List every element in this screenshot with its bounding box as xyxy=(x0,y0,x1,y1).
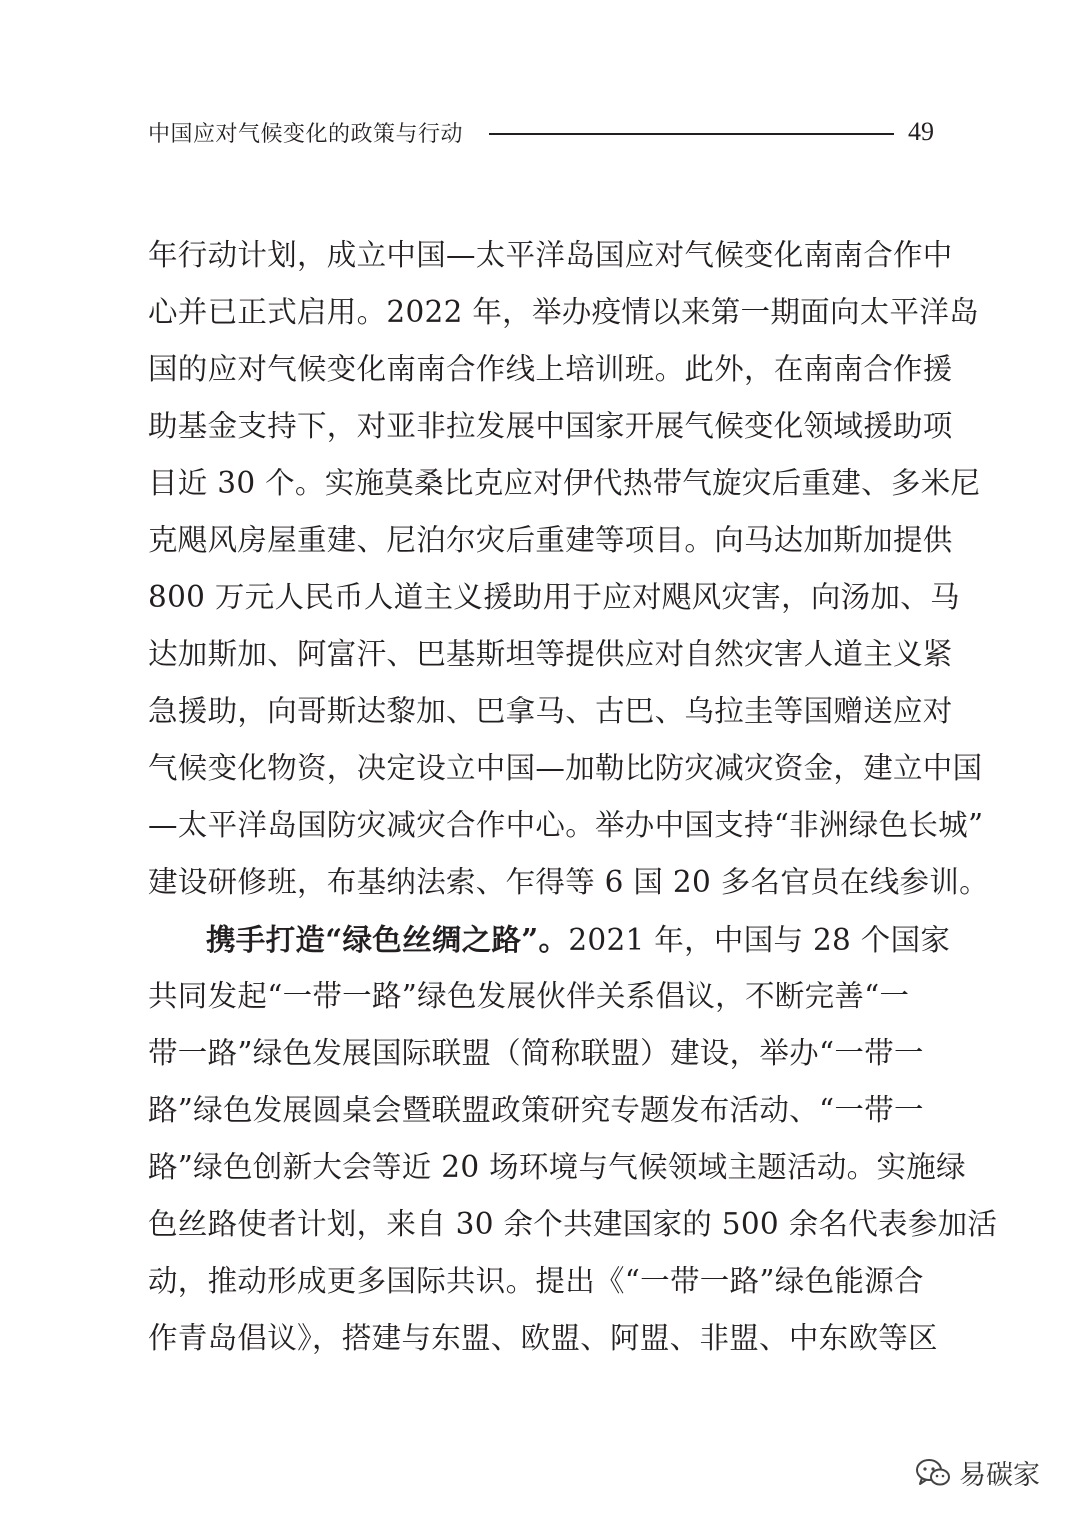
header-rule xyxy=(489,133,894,135)
text-line: 克飓风房屋重建、尼泊尔灾后重建等项目。向马达加斯加提供 xyxy=(148,523,953,557)
wechat-icon xyxy=(915,1458,951,1488)
watermark xyxy=(915,1453,1040,1492)
text-line: 带一路”绿色发展国际联盟（简称联盟）建设，举办“一带一 xyxy=(148,1036,924,1070)
text-line: 路”绿色发展圆桌会暨联盟政策研究专题发布活动、“一带一 xyxy=(148,1093,924,1127)
text-line: 气候变化物资，决定设立中国—加勒比防灾减灾资金，建立中国 xyxy=(148,751,983,785)
running-header xyxy=(148,112,934,152)
paragraph xyxy=(148,227,989,911)
text-line: 心并已正式启用。2022 年，举办疫情以来第一期面向太平洋岛 xyxy=(148,295,979,329)
text-line: 色丝路使者计划，来自 30 余个共建国家的 500 余名代表参加活 xyxy=(148,1207,998,1241)
page-number: 49 xyxy=(908,117,934,146)
text-line: 路”绿色创新大会等近 20 场环境与气候领域主题活动。实施绿 xyxy=(148,1150,966,1184)
text-line: 作青岛倡议》，搭建与东盟、欧盟、阿盟、非盟、中东欧等区 xyxy=(148,1321,938,1355)
text-line: 目近 30 个。实施莫桑比克应对伊代热带气旋灾后重建、多米尼 xyxy=(148,466,981,500)
text-run: 2021 年，中国与 28 个国家 xyxy=(568,923,951,957)
text-line: 动，推动形成更多国际共识。提出《“一带一路”绿色能源合 xyxy=(148,1264,924,1298)
text-line: 800 万元人民币人道主义援助用于应对飓风灾害，向汤加、马 xyxy=(148,580,960,614)
text-line: 建设研修班，布基纳法索、乍得等 6 国 20 多名官员在线参训。 xyxy=(148,865,989,899)
text-line: 年行动计划，成立中国—太平洋岛国应对气候变化南南合作中 xyxy=(148,238,953,272)
body-text xyxy=(148,227,998,1367)
text-line-first xyxy=(148,911,951,968)
text-line: 助基金支持下，对亚非拉发展中国家开展气候变化领域援助项 xyxy=(148,409,953,443)
watermark-label: 易碳家 xyxy=(959,1460,1040,1491)
text-line: 共同发起“一带一路”绿色发展伙伴关系倡议，不断完善“一 xyxy=(148,979,910,1013)
paragraph-heading: 携手打造“绿色丝绸之路”。 xyxy=(206,922,569,957)
text-line: 急援助，向哥斯达黎加、巴拿马、古巴、乌拉圭等国赠送应对 xyxy=(148,694,953,728)
running-title: 中国应对气候变化的政策与行动 xyxy=(148,121,464,147)
text-line: 达加斯加、阿富汗、巴基斯坦等提供应对自然灾害人道主义紧 xyxy=(148,637,953,671)
text-line: 国的应对气候变化南南合作线上培训班。此外，在南南合作援 xyxy=(148,352,953,386)
paragraph xyxy=(148,911,998,1367)
text-line: —太平洋岛国防灾减灾合作中心。举办中国支持“非洲绿色长城” xyxy=(148,808,984,842)
